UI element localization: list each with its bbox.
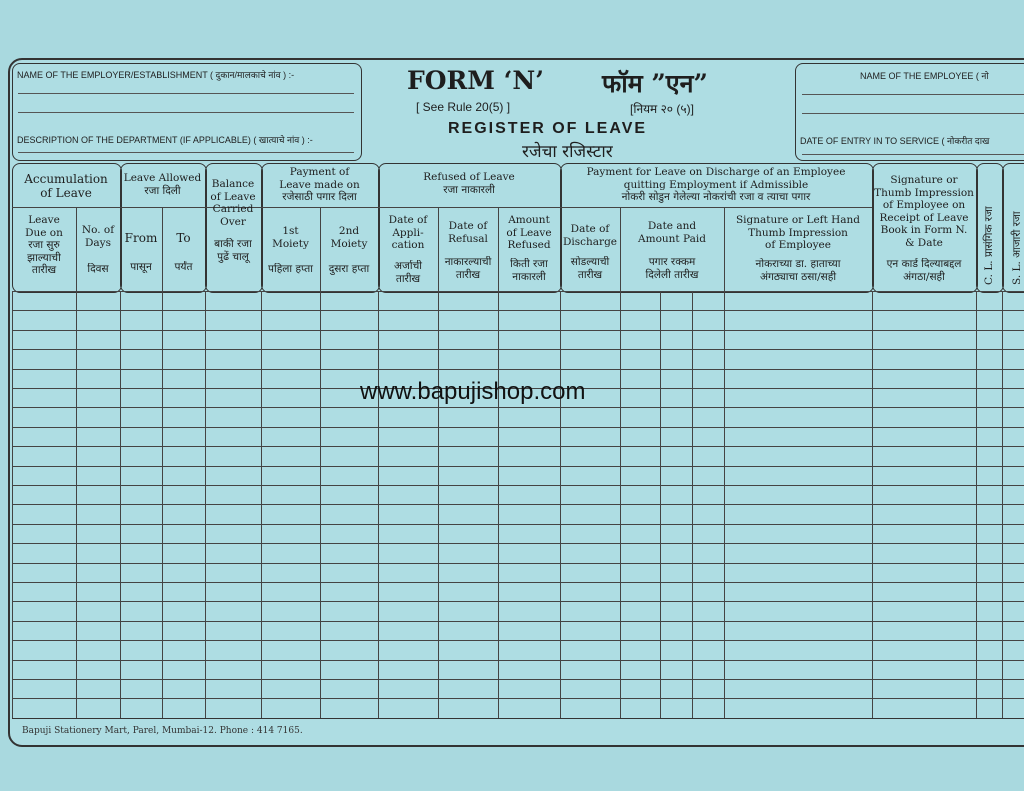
grid-row-line xyxy=(12,485,1024,486)
register-title-mr: रजेचा रजिस्टार xyxy=(522,142,613,162)
grid-column-line xyxy=(76,207,77,718)
grid-row-line xyxy=(12,582,1024,583)
col-date-application-mr: अर्जाची तारीख xyxy=(394,260,422,285)
col-to: To xyxy=(176,232,191,245)
grid-column-line xyxy=(620,207,621,718)
footer-printer: Bapuji Stationery Mart, Parel, Mumbai-12. Phone : 414 7165. xyxy=(22,726,303,736)
col-from: From xyxy=(124,232,158,245)
grid-column-line xyxy=(498,207,499,718)
employer-fill-line xyxy=(18,112,354,113)
header-signature: Signature or Thumb Impression of Employee on Receipt of Leave Book in Form N. & Date xyxy=(874,174,974,249)
rule-mr: [नियम २० (५)] xyxy=(630,102,694,116)
grid-row-line xyxy=(12,679,1024,680)
employee-label: NAME OF THE EMPLOYEE ( नो xyxy=(860,71,989,81)
employer-fill-line xyxy=(18,93,354,94)
grid-row-line xyxy=(12,466,1024,467)
col-sick-leave: S. L. आजारी रजा xyxy=(1011,211,1023,285)
header-balance: Balance of Leave Carried Over xyxy=(210,178,256,228)
col-date-amount-paid: Date and Amount Paid xyxy=(638,220,706,245)
employee-fill-line xyxy=(802,113,1024,114)
subheader-rule xyxy=(560,207,872,208)
register-title-en: REGISTER OF LEAVE xyxy=(448,120,648,137)
col-amount-refused: Amount of Leave Refused xyxy=(506,214,552,251)
department-label: DESCRIPTION OF THE DEPARTMENT (IF APPLICABLE) ( खात्याचे नांव ) :- xyxy=(17,135,313,145)
col-to-mr: पर्यंत xyxy=(174,261,193,273)
grid-row-line xyxy=(12,640,1024,641)
header-signature-mr: एन कार्ड दिल्याबद्दल अंगठा/सही xyxy=(886,258,962,283)
grid-row-line xyxy=(12,349,1024,350)
col-date-application: Date of Appli- cation xyxy=(388,214,428,251)
subheader-rule xyxy=(378,207,560,208)
grid-row-line xyxy=(12,698,1024,699)
grid-column-line xyxy=(162,207,163,718)
grid-row-line xyxy=(12,330,1024,331)
grid-column-line xyxy=(438,207,439,718)
col-signature-left-hand: Signature or Left Hand Thumb Impression of Employee xyxy=(735,214,861,251)
col-date-discharge-mr: सोडल्याची तारीख xyxy=(570,256,610,281)
grid-row-line xyxy=(12,504,1024,505)
header-payment: Payment of Leave made on रजेसाठी पगार दिला xyxy=(279,166,360,203)
form-title-en: FORM ‘N’ xyxy=(407,66,544,95)
col-from-mr: पासून xyxy=(130,261,152,273)
header-leave-allowed: Leave Allowed रजा दिली xyxy=(123,172,202,197)
rule-en: [ See Rule 20(5) ] xyxy=(416,100,511,114)
header-accumulation: Accumulation of Leave xyxy=(24,172,108,200)
entry-date-label: DATE OF ENTRY IN TO SERVICE ( नोकरीत दाख xyxy=(800,136,990,146)
grid-row-line xyxy=(12,563,1024,564)
employee-fill-line xyxy=(802,94,1024,95)
watermark-url: www.bapujishop.com xyxy=(360,378,586,405)
grid-row-line xyxy=(12,369,1024,370)
col-leave-due: Leave Due on रजा सुरु झाल्याची तारीख xyxy=(25,214,63,276)
department-fill-line xyxy=(18,152,354,153)
col-signature-left-hand-mr: नोकराच्या डा. हाताच्या अंगठ्याचा ठसा/सही xyxy=(755,258,841,283)
col-date-refusal-mr: नाकारल्याची तारीख xyxy=(444,256,492,281)
grid-column-line xyxy=(320,207,321,718)
col-date-amount-paid-mr: पगार रक्कम दिलेली तारीख xyxy=(645,256,699,281)
grid-row-line xyxy=(12,407,1024,408)
grid-row-line xyxy=(12,446,1024,447)
employer-label: NAME OF THE EMPLOYER/ESTABLISHMENT ( दुकान/मालकाचे नांव ) :- xyxy=(17,70,295,80)
grid-row-line xyxy=(12,660,1024,661)
col-moiety1: 1st Moiety xyxy=(272,225,309,250)
grid-row-line xyxy=(12,310,1024,311)
col-no-days: No. of Days xyxy=(81,224,115,249)
entry-date-fill-line xyxy=(802,154,1024,155)
col-date-discharge: Date of Discharge xyxy=(562,223,618,248)
grid-row-line xyxy=(12,524,1024,525)
header-discharge: Payment for Leave on Discharge of an Employee quitting Employment if Admissible नोकरी सोडुन गेलेल्या नोकरांची रजा व त्याचा पगार xyxy=(586,166,846,203)
col-moiety1-mr: पहिला हप्ता xyxy=(268,263,313,275)
form-title-mr: फॉम ”एन” xyxy=(602,69,708,98)
col-amount-refused-mr: किती रजा नाकारली xyxy=(510,258,548,283)
grid-row-line xyxy=(12,543,1024,544)
col-moiety2: 2nd Moiety xyxy=(330,225,368,250)
form-title-area xyxy=(362,62,794,162)
header-refused: Refused of Leave रजा नाकारली xyxy=(423,171,515,196)
grid-column-line xyxy=(724,207,725,718)
header-balance-mr: बाकी रजा पुढें चालू xyxy=(214,238,252,263)
col-date-refusal: Date of Refusal xyxy=(448,220,488,245)
grid-row-line xyxy=(12,601,1024,602)
col-casual-leave: C. L. प्रासंगिक रजा xyxy=(983,206,995,285)
grid-row-line xyxy=(12,427,1024,428)
col-no-days-mr: दिवस xyxy=(87,263,109,275)
col-moiety2-mr: दुसरा हप्ता xyxy=(328,263,370,275)
grid-row-line xyxy=(12,291,1024,292)
grid-row-line xyxy=(12,621,1024,622)
grid-bottom-line xyxy=(12,718,1024,719)
